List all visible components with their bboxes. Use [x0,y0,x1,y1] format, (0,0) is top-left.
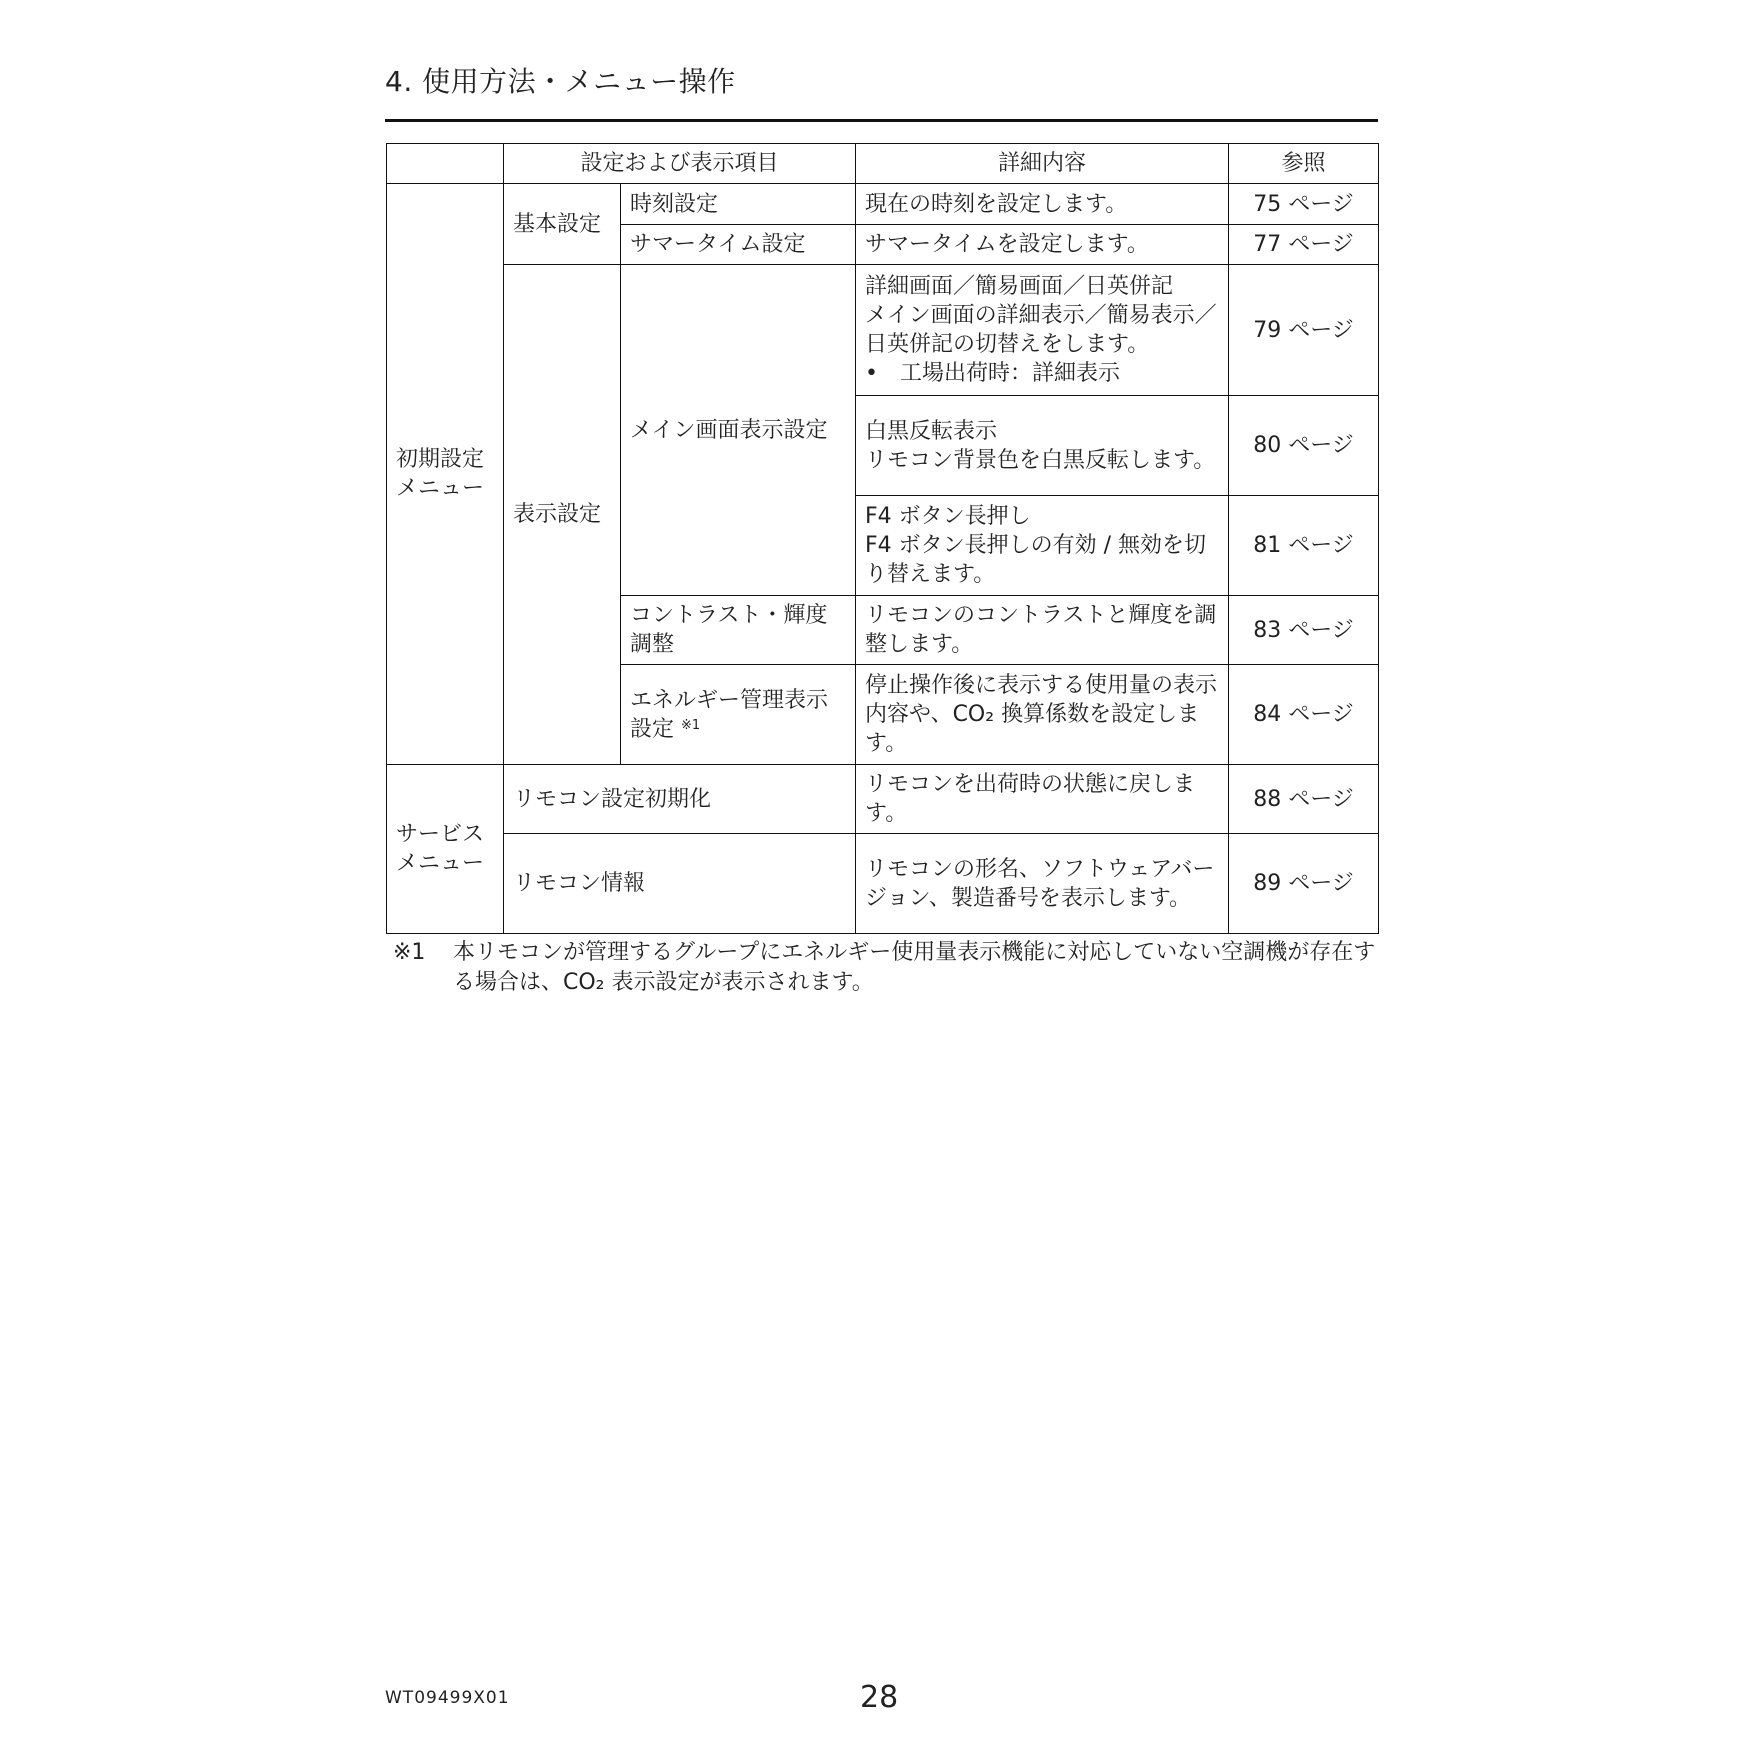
ref-cell: 79 ページ [1229,265,1379,396]
detail-line: 白黒反転表示 [865,418,998,444]
detail-line: メイン画面の詳細表示／簡易表示／日英併記の切替えをします。 [865,303,1217,357]
header-blank-cell [387,144,504,184]
detail-cell: リモコンの形名、ソフトウェアバージョン、製造番号を表示します。 [856,834,1229,934]
detail-line: リモコン背景色を白黒反転します。 [865,447,1216,473]
item-cell: リモコン情報 [504,834,856,934]
detail-line: 詳細画面／簡易画面／日英併記 [865,274,1174,299]
item-cell: リモコン設定初期化 [504,765,856,834]
page-title: 4. 使用方法・メニュー操作 [385,65,736,98]
group-service-menu: サービスメニュー [387,765,504,934]
table-row [387,265,1379,396]
header-ref: 参照 [1229,144,1379,184]
item-cell: メイン画面表示設定 [621,265,856,596]
detail-cell: サマータイムを設定します。 [856,225,1229,265]
page-number: 28 [860,1680,899,1715]
table-row [387,765,1379,834]
ref-cell: 75 ページ [1229,184,1379,225]
ref-cell: 89 ページ [1229,834,1379,934]
subgroup-display: 表示設定 [504,265,621,765]
detail-line: F4 ボタン長押しの有効 / 無効を切り替えます。 [865,533,1207,587]
table-row [387,834,1379,934]
item-cell [621,665,856,765]
subgroup-basic: 基本設定 [504,184,621,265]
table-header-row [387,144,1379,184]
header-item: 設定および表示項目 [504,144,856,184]
footnote [393,938,1378,998]
detail-cell [856,396,1229,496]
detail-cell: リモコンを出荷時の状態に戻します。 [856,765,1229,834]
detail-cell [856,496,1229,596]
detail-cell: リモコンのコントラストと輝度を調整します。 [856,596,1229,665]
detail-cell [856,265,1229,396]
footnote-mark: ※1 [393,940,426,965]
group-initial-menu: 初期設定メニュー [387,184,504,765]
detail-bullet: • 工場出荷時：詳細表示 [865,361,1120,386]
table-row [387,184,1379,225]
ref-cell: 81 ページ [1229,496,1379,596]
menu-table [386,143,1379,934]
header-detail: 詳細内容 [856,144,1229,184]
detail-cell: 停止操作後に表示する使用量の表示内容や、CO₂ 換算係数を設定します。 [856,665,1229,765]
title-rule [385,119,1378,122]
detail-cell: 現在の時刻を設定します。 [856,184,1229,225]
item-label: エネルギー管理表示設定 [630,687,829,742]
ref-cell: 84 ページ [1229,665,1379,765]
item-cell: サマータイム設定 [621,225,856,265]
ref-cell: 88 ページ [1229,765,1379,834]
document-code: WT09499X01 [385,1688,510,1708]
item-cell: コントラスト・輝度調整 [621,596,856,665]
ref-cell: 83 ページ [1229,596,1379,665]
ref-cell: 77 ページ [1229,225,1379,265]
ref-cell: 80 ページ [1229,396,1379,496]
item-cell: 時刻設定 [621,184,856,225]
detail-line: F4 ボタン長押し [865,504,1031,529]
footnote-ref: ※1 [681,717,701,733]
footnote-text: 本リモコンが管理するグループにエネルギー使用量表示機能に対応していない空調機が存在する場合は、CO₂ 表示設定が表示されます。 [453,940,1376,995]
